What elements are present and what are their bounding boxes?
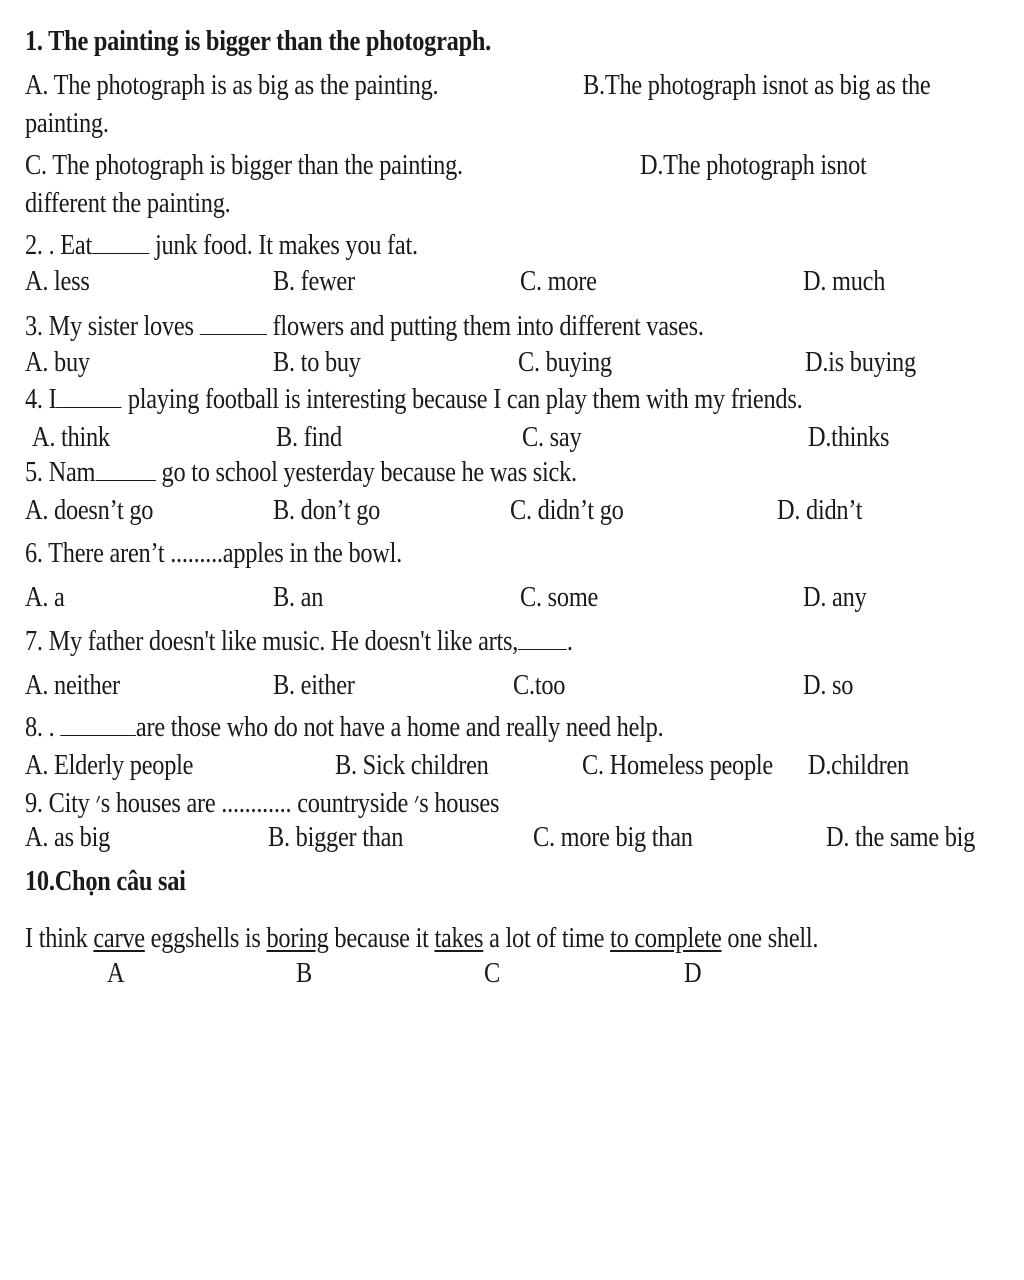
q3-option-d: D.is buying	[805, 346, 916, 378]
q2-option-c: C. more	[520, 265, 597, 297]
q9-option-b: B. bigger than	[268, 821, 404, 853]
q5-stem-pre: 5. Nam	[25, 456, 96, 488]
q2-blank	[92, 231, 149, 254]
q5-option-d: D. didn’t	[777, 494, 863, 526]
q2-option-a: A. less	[25, 265, 90, 297]
q8-option-c: C. Homeless people	[582, 749, 773, 781]
q4-stem-pre: 4. I	[25, 383, 57, 415]
q10-underlined-d: to complete	[610, 922, 722, 954]
q2-stem-pre: 2. . Eat	[25, 229, 92, 261]
q5-blank	[95, 458, 155, 481]
q6-option-c: C. some	[520, 581, 599, 613]
q4-option-c: C. say	[522, 421, 582, 453]
q6-option-d: D. any	[803, 581, 867, 613]
q8-option-b: B. Sick children	[335, 749, 489, 781]
q2-stem	[25, 228, 418, 262]
q10-label-d: D	[684, 957, 702, 989]
q5-stem-post: go to school yesterday because he was sick.	[161, 456, 577, 488]
q4-option-d: D.thinks	[808, 421, 890, 453]
q7-stem-post: .	[566, 625, 573, 657]
q6-stem: 6. There aren’t .........apples in the bowl.	[25, 537, 403, 569]
q8-option-a: A. Elderly people	[25, 749, 194, 781]
q9-option-d: D. the same big	[826, 821, 976, 853]
q3-option-b: B. to buy	[273, 346, 361, 378]
q1-option-b: B.The photograph isnot as big as the	[583, 69, 931, 101]
q1-option-b-continued: painting.	[25, 107, 109, 139]
q10-label-b: B	[296, 957, 312, 989]
q7-option-b: B. either	[273, 669, 355, 701]
q1-stem: 1. The painting is bigger than the photograph.	[25, 25, 492, 57]
q10-title: 10.Chọn câu sai	[25, 865, 186, 897]
q10-label-a: A	[107, 957, 125, 989]
q2-option-d: D. much	[803, 265, 886, 297]
q8-option-d: D.children	[808, 749, 909, 781]
q10-label-c: C	[484, 957, 500, 989]
q7-option-c: C.too	[513, 669, 566, 701]
q6-option-b: B. an	[273, 581, 324, 613]
q10-text-3: because it	[328, 922, 435, 954]
q5-option-b: B. don’t go	[273, 494, 381, 526]
q8-stem-pre: 8. .	[25, 711, 55, 743]
q8-stem-post: are those who do not have a home and really need help.	[135, 711, 664, 743]
q5-option-a: A. doesn’t go	[25, 494, 154, 526]
q1-option-c: C. The photograph is bigger than the painting.	[25, 149, 463, 181]
q4-stem-post: playing football is interesting because I can play them with my friends.	[127, 383, 803, 415]
q8-stem	[25, 710, 663, 744]
q3-blank	[200, 312, 267, 335]
q3-option-a: A. buy	[25, 346, 90, 378]
q9-stem: 9. City ׳s houses are ............ countryside ׳s houses	[25, 787, 500, 819]
q5-stem	[25, 455, 577, 489]
q7-option-a: A. neither	[25, 669, 120, 701]
q10-text-5: one shell.	[721, 922, 819, 954]
q10-text-4: a lot of time	[483, 922, 611, 954]
q7-blank	[518, 627, 567, 650]
q6-option-a: A. a	[25, 581, 65, 613]
q4-option-a: A. think	[32, 421, 110, 453]
q2-stem-post: junk food. It makes you fat.	[154, 229, 418, 261]
q3-option-c: C. buying	[518, 346, 612, 378]
q7-stem	[25, 624, 573, 658]
q3-stem	[25, 309, 704, 343]
q3-stem-pre: 3. My sister loves	[25, 310, 194, 342]
q9-option-c: C. more big than	[533, 821, 693, 853]
q10-underlined-b: boring	[266, 922, 329, 954]
q5-option-c: C. didn’t go	[510, 494, 624, 526]
q10-underlined-c: takes	[434, 922, 484, 954]
q10-underlined-a: carve	[93, 922, 145, 954]
q4-option-b: B. find	[276, 421, 342, 453]
q10-text-2: eggshells is	[144, 922, 267, 954]
q8-blank	[60, 713, 136, 736]
q7-stem-pre: 7. My father doesn't like music. He doesn't like arts,	[25, 625, 519, 657]
q10-text-1: I think	[25, 922, 94, 954]
q10-sentence	[25, 921, 818, 955]
q9-option-a: A. as big	[25, 821, 111, 853]
q1-option-d: D.The photograph isnot	[640, 149, 867, 181]
q3-stem-post: flowers and putting them into different vases.	[272, 310, 704, 342]
q4-stem	[25, 382, 802, 416]
q1-option-a: A. The photograph is as big as the painting.	[25, 69, 439, 101]
q2-option-b: B. fewer	[273, 265, 355, 297]
q4-blank	[56, 385, 122, 408]
q7-option-d: D. so	[803, 669, 854, 701]
q1-option-d-continued: different the painting.	[25, 187, 231, 219]
